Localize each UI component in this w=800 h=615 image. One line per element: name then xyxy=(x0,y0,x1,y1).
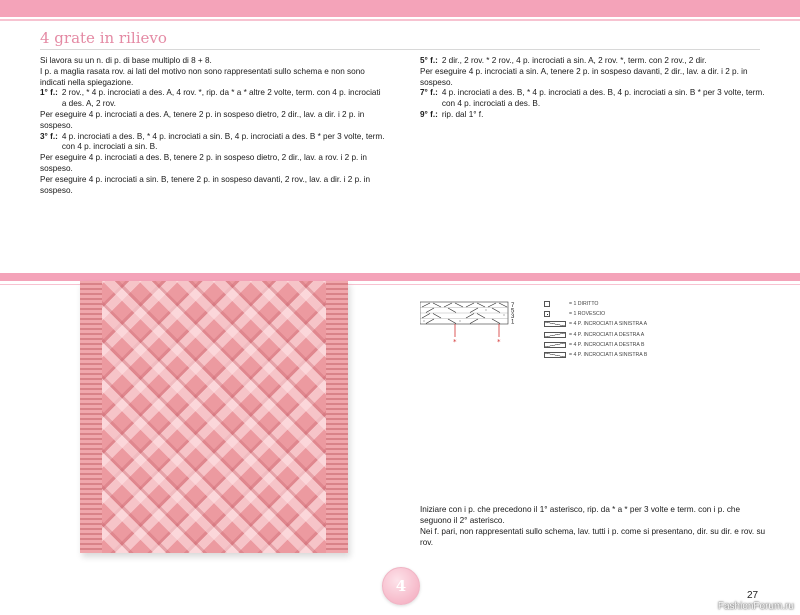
top-pink-band xyxy=(0,0,800,17)
pattern-number-badge: 4 xyxy=(382,567,420,605)
legend-item xyxy=(544,319,647,329)
cable-icon xyxy=(544,352,566,358)
legend-label: = 4 P. INCROCIATI A SINISTRA A xyxy=(569,321,648,328)
row-instruction-5 xyxy=(420,56,765,67)
row-label: 5° f.: xyxy=(420,56,438,65)
cable-icon xyxy=(544,321,566,327)
legend-label: = 4 P. INCROCIATI A DESTRA A xyxy=(569,331,645,338)
chart-legend xyxy=(544,299,647,360)
legend-item xyxy=(544,350,647,360)
legend-label: = 1 DIRITTO xyxy=(569,301,599,308)
row-text: 2 rov., * 4 p. incrociati a des. A, 4 rov. *, rip. da * a * altre 2 volte, term. con 4 p. incrociati a des. A, 2 rov. xyxy=(61,88,381,109)
cable-icon xyxy=(544,332,566,338)
technique-note: Per eseguire 4 p. incrociati a sin. B, tenere 2 p. in sospeso davanti, 2 rov., lav. a dir. i 2 p. in sospeso. xyxy=(40,174,371,195)
dot-square-icon xyxy=(544,311,550,317)
row-text: 4 p. incrociati a des. B, * 4 p. incrociati a des. B, 4 p. incrociati a sin. B * per 3 volte, term. con 4 p. incrociati a des. B. xyxy=(441,88,765,109)
legend-label: = 4 P. INCROCIATI A DESTRA B xyxy=(569,341,645,348)
legend-item xyxy=(544,309,647,319)
row-label: 7° f.: xyxy=(420,88,438,98)
swatch-garter-edge-right xyxy=(326,281,348,553)
page-number: 27 xyxy=(747,590,759,601)
knitting-chart xyxy=(420,301,520,347)
right-text-column xyxy=(420,56,765,121)
swatch-garter-edge-left xyxy=(80,281,102,553)
technique-note: Per eseguire 4 p. incrociati a des. B, tenere 2 p. in sospeso dietro, 2 dir., lav. a rov. i 2 p. in sospeso. xyxy=(40,153,367,173)
row-instruction-1 xyxy=(40,88,385,110)
instruction-paragraph: Nei f. pari, non rappresentati sullo schema, lav. tutti i p. come si presentano, dir. su dir. e rov. su rov. xyxy=(420,527,766,547)
row-label: 3° f.: xyxy=(40,131,58,141)
row-instruction-3 xyxy=(40,132,385,154)
row-label: 1° f.: xyxy=(40,88,58,98)
top-thin-band xyxy=(0,19,800,21)
instruction-paragraph: Iniziare con i p. che precedono il 1° asterisco, rip. da * a * per 3 volte e term. con i p. che seguono il 2° asterisco. xyxy=(420,505,741,525)
asterisk-marker-1: * xyxy=(453,338,457,346)
chart-row-number: 5 xyxy=(511,308,515,315)
chart-row-number: 7 xyxy=(511,303,515,309)
chart-instructions xyxy=(420,504,770,548)
row-label: 9° f.: xyxy=(420,109,438,119)
page-title: 4 grate in rilievo xyxy=(40,29,167,47)
row-instruction-7 xyxy=(420,88,765,110)
technique-note: Per eseguire 4 p. incrociati a sin. A, tenere 2 p. in sospeso davanti, 2 dir., lav. a dir. i 2 p. in sospeso. xyxy=(420,66,748,87)
row-text: 4 p. incrociati a des. B, * 4 p. incrociati a sin. B, 4 p. incrociati a des. B * per 3 volte, term. con 4 p. incrociati a sin. B. xyxy=(61,131,385,152)
knit-swatch-photo xyxy=(80,281,348,553)
legend-item xyxy=(544,330,647,340)
chart-row-number: 3 xyxy=(511,314,515,320)
empty-square-icon xyxy=(544,301,550,307)
legend-label: = 1 ROVESCIO xyxy=(569,311,606,318)
legend-item xyxy=(544,299,647,309)
intro-line: Si lavora su un n. di p. di base multiplo di 8 + 8. xyxy=(40,56,212,65)
chart-row-number: 1 xyxy=(511,319,515,326)
legend-label: = 4 P. INCROCIATI A SINISTRA B xyxy=(569,352,648,359)
row-text: 2 dir., 2 rov. * 2 rov., 4 p. incrociati a sin. A, 2 rov. *, term. con 2 rov., 2 dir. xyxy=(441,56,707,65)
asterisk-marker-2: * xyxy=(497,338,501,346)
left-text-column xyxy=(40,56,385,196)
intro-line: I p. a maglia rasata rov. ai lati del motivo non sono rappresentati sullo schema e non sono indicati nella spiegazione. xyxy=(40,66,365,87)
technique-note: Per eseguire 4 p. incrociati a des. A, tenere 2 p. in sospeso dietro, 2 dir., lav. a dir. i 2 p. in sospeso. xyxy=(40,109,365,130)
row-instruction-9 xyxy=(420,110,765,121)
row-text: rip. dal 1° f. xyxy=(441,109,484,119)
legend-item xyxy=(544,340,647,350)
watermark: FashionForum.ru xyxy=(717,601,794,612)
section-divider xyxy=(0,273,800,281)
cable-icon xyxy=(544,342,566,348)
title-rule xyxy=(40,49,760,50)
